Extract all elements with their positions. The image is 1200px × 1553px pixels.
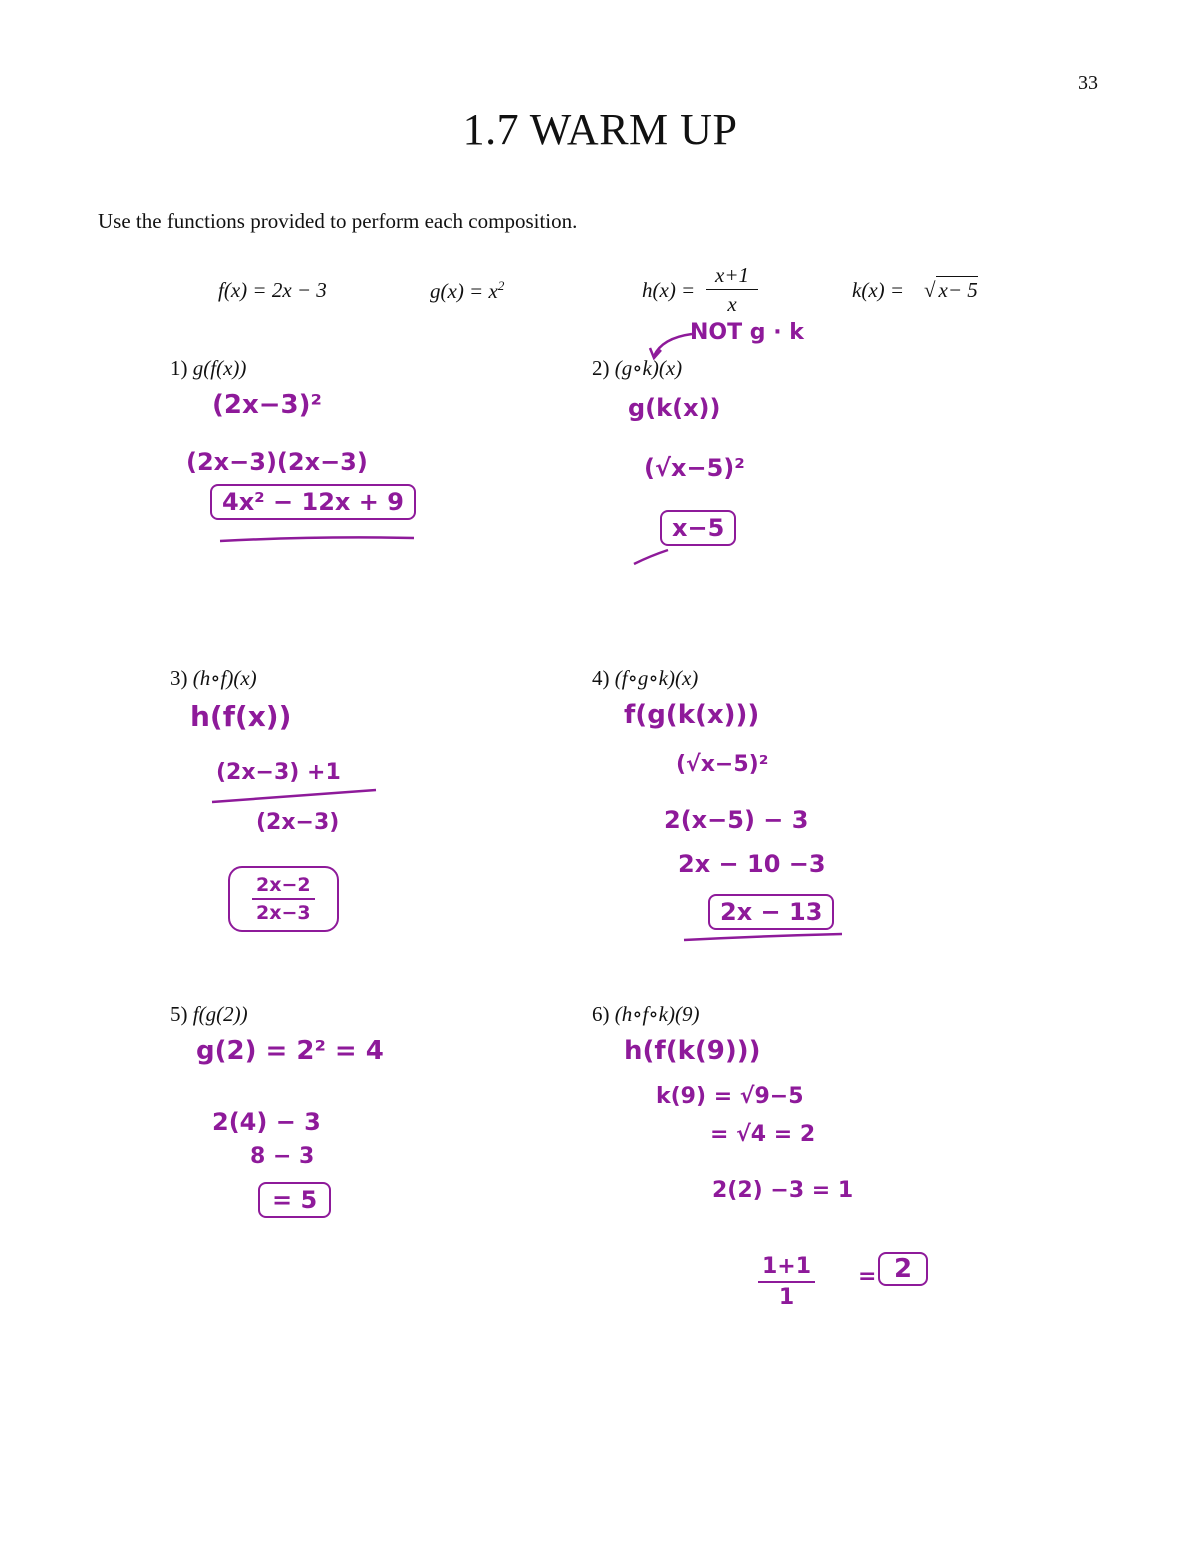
- p1-underline-stroke: [220, 537, 414, 541]
- function-g: [430, 278, 504, 304]
- problem-4: [592, 666, 698, 691]
- problem-6-expression: (h∘f∘k)(9): [614, 1002, 700, 1026]
- function-f-lhs: f(x) =: [218, 278, 272, 302]
- p4-answer-box: 2x − 13: [708, 894, 834, 930]
- p6-equals: =: [858, 1264, 877, 1289]
- problem-3-expression: (h∘f)(x): [192, 666, 257, 690]
- function-f: [218, 278, 327, 303]
- p1-step-2: (2x−3)(2x−3): [186, 448, 368, 476]
- p4-underline: [682, 930, 852, 946]
- p4-underline-stroke: [684, 934, 842, 940]
- p6-answer-box: 2: [878, 1252, 928, 1286]
- p4-step-2: (√x−5)²: [676, 752, 769, 777]
- p6-fraction-denominator: 1: [778, 1285, 795, 1310]
- page-number: 33: [1078, 72, 1098, 94]
- p6-step-1: h(f(k(9))): [624, 1036, 761, 1066]
- function-k-radicand: x− 5: [936, 276, 978, 302]
- problem-4-label: 4): [592, 666, 610, 690]
- problem-5: [170, 1002, 248, 1027]
- function-h-numerator: x+1: [706, 263, 758, 290]
- p3-answer-numerator: 2x−2: [252, 874, 315, 900]
- function-g-lhs: g(x) = x: [430, 279, 498, 303]
- p1-underline: [218, 532, 418, 546]
- p2-note-arrow: [646, 328, 696, 362]
- problem-5-expression: f(g(2)): [192, 1002, 248, 1026]
- p4-step-3: 2(x−5) − 3: [664, 806, 809, 834]
- p5-answer-box: = 5: [258, 1182, 331, 1218]
- p2-underline-stroke: [634, 550, 668, 564]
- p6-fraction-numerator: 1+1: [758, 1254, 815, 1283]
- page-title: 1.7 WARM UP: [462, 105, 738, 154]
- p3-answer-box: [228, 866, 339, 932]
- function-h: [642, 278, 695, 303]
- problem-6: [592, 1002, 699, 1027]
- p2-step-2: (√x−5)²: [644, 454, 745, 482]
- p1-answer-box: 4x² − 12x + 9: [210, 484, 416, 520]
- p3-step-1: h(f(x)): [190, 700, 292, 733]
- problem-5-label: 5): [170, 1002, 188, 1026]
- p6-step-2: k(9) = √9−5: [656, 1084, 804, 1109]
- problem-6-label: 6): [592, 1002, 610, 1026]
- function-k: [852, 278, 904, 303]
- function-f-rhs: 2x − 3: [271, 278, 327, 302]
- p6-fraction: [758, 1254, 815, 1310]
- p1-step-1: (2x−3)²: [212, 390, 322, 420]
- p6-step-4: 2(2) −3 = 1: [712, 1178, 854, 1203]
- p4-step-1: f(g(k(x))): [624, 700, 760, 730]
- problem-2-expression: (g∘k)(x): [614, 356, 683, 380]
- p2-underline: [632, 540, 672, 568]
- p2-answer-box: x−5: [660, 510, 736, 546]
- problem-1-expression: g(f(x)): [192, 356, 247, 380]
- function-h-lhs: h(x) =: [642, 278, 696, 302]
- p3-fraction-bar: [210, 786, 380, 806]
- function-h-fraction: [706, 263, 758, 317]
- p3-answer-denominator: 2x−3: [256, 902, 311, 924]
- problem-4-expression: (f∘g∘k)(x): [614, 666, 699, 690]
- p3-fraction-bar-stroke: [212, 790, 376, 802]
- p2-step-1: g(k(x)): [628, 394, 721, 422]
- p4-step-4: 2x − 10 −3: [678, 850, 826, 878]
- function-g-exponent: 2: [497, 278, 505, 293]
- p5-step-2: 2(4) − 3: [212, 1108, 321, 1136]
- p3-numerator: (2x−3) +1: [216, 760, 341, 785]
- problem-2-label: 2): [592, 356, 610, 380]
- p5-step-3: 8 − 3: [250, 1144, 315, 1169]
- problem-1-label: 1): [170, 356, 188, 380]
- problem-1: [170, 356, 246, 381]
- function-k-radical: [924, 278, 978, 303]
- p2-note: NOT g · k: [690, 320, 804, 345]
- function-h-denominator: x: [727, 292, 737, 316]
- problem-3: [170, 666, 257, 691]
- p5-step-1: g(2) = 2² = 4: [196, 1036, 384, 1066]
- function-k-root-sign: √: [924, 278, 936, 302]
- instructions: Use the functions provided to perform each composition.: [98, 209, 578, 233]
- p6-step-3: = √4 = 2: [710, 1122, 816, 1147]
- problem-3-label: 3): [170, 666, 188, 690]
- p3-denominator: (2x−3): [256, 810, 340, 835]
- function-k-lhs: k(x) =: [852, 278, 905, 302]
